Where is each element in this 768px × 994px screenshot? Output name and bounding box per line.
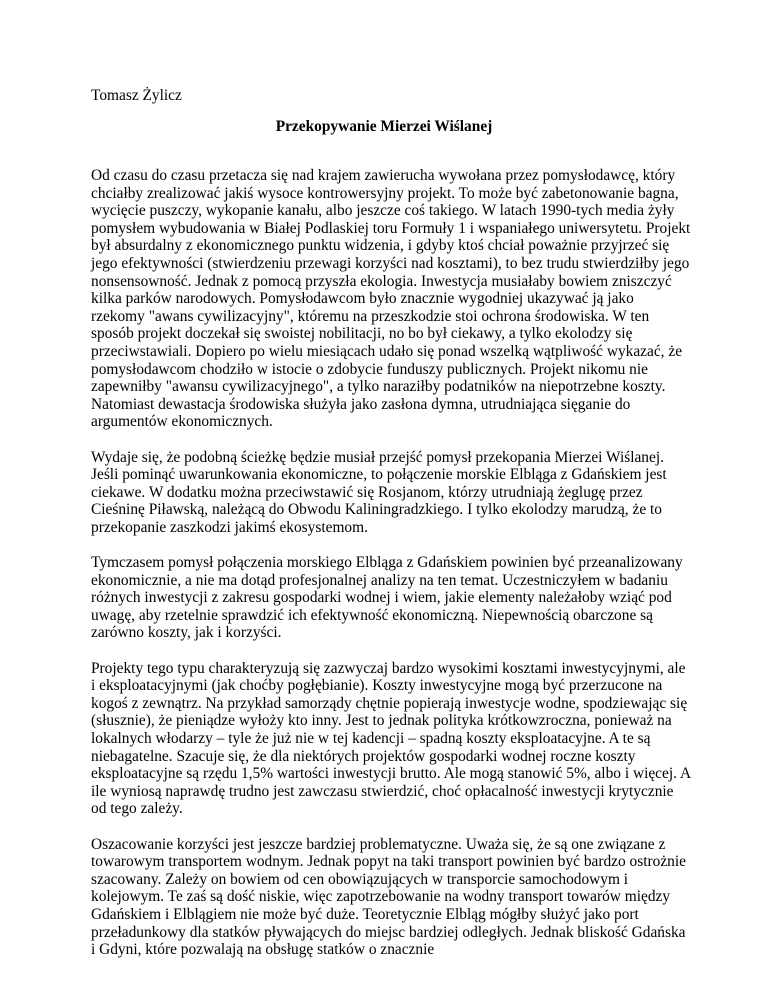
paragraph-3: Tymczasem pomysł połączenia morskiego Elbląga z Gdańskiem powinien być przeanalizowany ekonomicznie, a nie ma dotąd profesjonalnej analizy na ten temat. Uczestniczyłem w badaniu różnych inwestycji z zakresu gospodarki wodnej i wiem, jakie elementy należałoby wziąć pod uwagę, aby rzetelnie sprawdzić ich efektywność ekonomiczną. Niepewnością obarczone są zarówno koszty, jak i korzyści. bbox=[91, 554, 683, 642]
document-title: Przekopywanie Mierzei Wiślanej bbox=[275, 118, 493, 135]
paragraph-2: Wydaje się, że podobną ścieżkę będzie musiał przejść pomysł przekopania Mierzei Wiślanej. Jeśli pominąć uwarunkowania ekonomiczne, to połączenie morskie Elbląga z Gdańskiem jest ciekawe. W dodatku można przeciwstawić się Rosjanom, którzy utrudniają żeglugę przez Cieśninę Piławską, należącą do Obwodu Kaliningradzkiego. I tylko ekolodzy marudzą, że to przekopanie zaszkodzi jakimś ekosystemom. bbox=[91, 448, 667, 536]
paragraph-5: Oszacowanie korzyści jest jeszcze bardziej problematyczne. Uważa się, że są one związane z towarowym transportem wodnym. Jednak popyt na taki transport powinien być bardzo ostrożnie szacowany. Zależy on bowiem od cen obowiązujących w transporcie samochodowym i kolejowym. Te zaś są dość niskie, więc zapotrzebowanie na wodny transport towarów między Gdańskiem i Elblągiem nie może być duże. Teoretycznie Elbląg mógłby służyć jako port przeładunkowy dla statków pływających do miejsc bardziej odległych. Jednak bliskość Gdańska i Gdyni, które pozwalają na obsługę statków o znacznie bbox=[91, 835, 686, 959]
author-name: Tomasz Żylicz bbox=[91, 87, 182, 104]
paragraph-1: Od czasu do czasu przetacza się nad krajem zawierucha wywołana przez pomysłodawcę, który chciałby zrealizować jakiś wysoce kontrowersyjny projekt. To może być zabetonowanie bagna, wycięcie puszczy, wykopanie kanału, albo jeszcze coś takiego. W latach 1990-tych media żyły pomysłem wybudowania w Białej Podlaskiej toru Formuły 1 i wspaniałego uniwersytetu. Projekt był absurdalny z ekonomicznego punktu widzenia, i gdyby ktoś chciał poważnie przyjrzeć się jego efektywności (stwierdzeniu przewagi korzyści nad kosztami), to bez trudu stwierdziłby jego nonsensowność. Jednak z pomocą przyszła ekologia. Inwestycja musiałaby bowiem zniszczyć kilka parków narodowych. Pomysłodawcom było znacznie wygodniej ukazywać ją jako rzekomy "awans cywilizacyjny", któremu na przeszkodzie stoi ochrona środowiska. W ten sposób projekt doczekał się swoistej nobilitacji, no bo był ciekawy, a tylko ekolodzy się przeciwstawiali. Dopiero po wielu miesiącach udało się ponad wszelką wątpliwość wykazać, że pomysłodawcom chodziło w istocie o zdobycie funduszy publicznych. Projekt nikomu nie zapewniłby "awansu cywilizacyjnego", a tylko naraziłby podatników na niepotrzebne koszty. Natomiast dewastacja środowiska służyła jako zasłona dymna, utrudniająca sięganie do argumentów ekonomicznych. bbox=[91, 167, 691, 431]
paragraph-4: Projekty tego typu charakteryzują się zazwyczaj bardzo wysokimi kosztami inwestycyjnymi, ale i eksploatacyjnymi (jak choćby pogłębianie). Koszty inwestycyjne mogą być przerzucone na kogoś z zewnątrz. Na przykład samorządy chętnie popierają inwestycje wodne, spodziewając się (słusznie), że pieniądze wyłoży kto inny. Jest to jednak polityka krótkowzroczna, ponieważ na lokalnych włodarzy – tyle że już nie w tej kadencji – spadną koszty eksploatacyjne. A te są niebagatelne. Szacuje się, że dla niektórych projektów gospodarki wodnej roczne koszty eksploatacyjne są rzędu 1,5% wartości inwestycji brutto. Ale mogą stanowić 5%, albo i więcej. A ile wyniosą naprawdę trudno jest zawczasu stwierdzić, choć opłacalność inwestycji krytycznie od tego zależy. bbox=[91, 659, 691, 818]
document-body bbox=[91, 167, 691, 976]
